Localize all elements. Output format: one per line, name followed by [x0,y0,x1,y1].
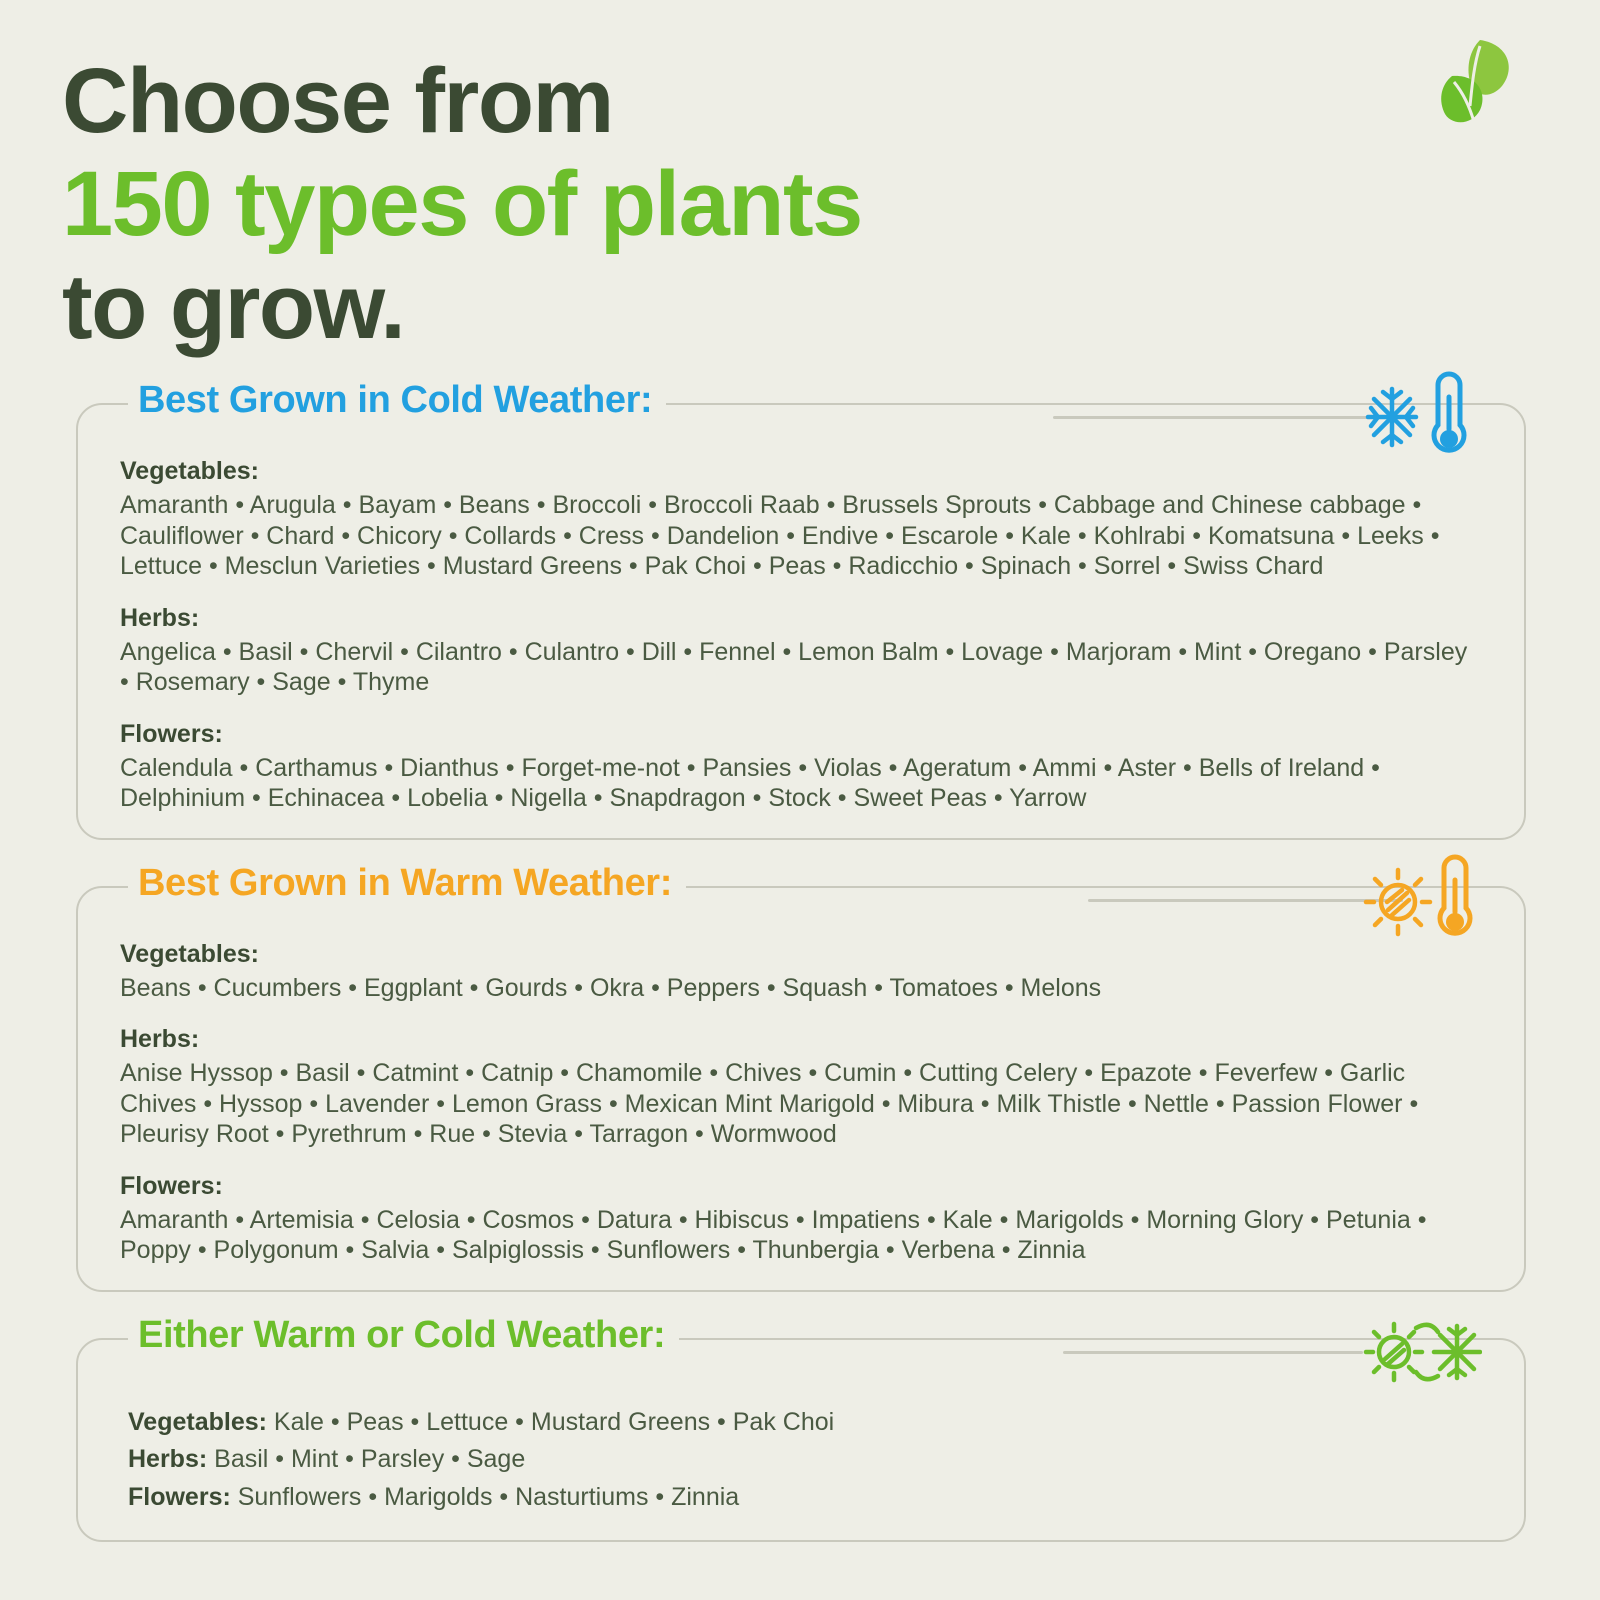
category-list: Sunflowers • Marigolds • Nasturtiums • Zinnia [237,1482,740,1511]
section-either-heading [128,1313,679,1356]
category-label: Flowers: [128,1482,238,1511]
section-cold-heading [128,379,666,422]
category-label: Flowers: [120,719,223,748]
section-warm-heading [128,861,686,904]
snowflake-thermometer-icon [1362,367,1482,463]
sun-snowflake-icon [1362,1302,1482,1398]
category-block [120,457,1496,582]
category-list: Anise Hyssop • Basil • Catmint • Catnip • Chamomile • Chives • Cumin • Cutting Celery • Epazote • Feverfew • Garlic Chives • Hyssop • Lavender • Lemon Grass • Mexican Mint Marigold • Mibura • Milk Thistle • Nettle • Passion Flower • Pleurisy Root • Pyrethrum • Rue • Stevia • Tarragon • Wormwood [120,1059,1419,1149]
section-either-title: Either Warm or Cold Weather: [138,1313,666,1356]
section-warm-weather [76,861,1526,1292]
headline-line-3: to grow. [62,256,405,359]
category-row [128,1404,1496,1442]
category-label: Vegetables: [120,457,259,486]
section-cold-title: Best Grown in Cold Weather: [138,379,653,422]
category-label: Vegetables: [128,1407,274,1436]
section-warm-title: Best Grown in Warm Weather: [138,861,672,904]
category-label: Flowers: [120,1171,223,1200]
category-list: Amaranth • Artemisia • Celosia • Cosmos • Datura • Hibiscus • Impatiens • Kale • Marigolds • Morning Glory • Petunia • Poppy • Polygonum • Salvia • Salpiglossis • Sunflowers • Thunbergia • Verbena • Zinnia [120,1205,1427,1265]
section-cold-body [120,439,1496,814]
category-list: Calendula • Carthamus • Dianthus • Forget-me-not • Pansies • Violas • Ageratum • Ammi • Aster • Bells of Ireland • Delphinium • Echinacea • Lobelia • Nigella • Snapdragon • Stock • Sweet Peas • Yarrow [120,753,1380,813]
section-either-weather [76,1313,1526,1543]
section-cold-weather [76,379,1526,840]
leaf-logo-icon [1430,30,1522,130]
heading-rule [1053,416,1413,419]
category-block [120,940,1496,1004]
headline-line-1: Choose from [62,50,613,152]
category-block [120,604,1496,698]
category-list: Angelica • Basil • Chervil • Cilantro • Culantro • Dill • Fennel • Lemon Balm • Lovage • Marjoram • Mint • Oregano • Parsley • Rosemary • Sage • Thyme [120,637,1468,697]
category-list: Basil • Mint • Parsley • Sage [214,1445,526,1474]
category-label: Herbs: [120,603,200,632]
section-warm-body [120,922,1496,1266]
category-block [120,1172,1496,1266]
section-either-body [120,1374,1496,1517]
category-list: Beans • Cucumbers • Eggplant • Gourds • Okra • Peppers • Squash • Tomatoes • Melons [120,973,1102,1002]
page-title [62,44,1540,359]
category-label: Vegetables: [120,939,259,968]
category-list: Amaranth • Arugula • Bayam • Beans • Broccoli • Broccoli Raab • Brussels Sprouts • Cabbage and Chinese cabbage • Cauliflower • Chard • Chicory • Collards • Cress • Dandelion • Endive • Escarole • Kale • Kohlrabi • Komatsuna • Leeks • Lettuce • Mesclun Varieties • Mustard Greens • Pak Choi • Peas • Radicchio • Spinach • Sorrel • Swiss Chard [120,491,1440,581]
headline-line-2: 150 types of plants [62,153,862,256]
category-list: Kale • Peas • Lettuce • Mustard Greens • Pak Choi [273,1407,835,1436]
category-block [120,1025,1496,1150]
category-block [120,720,1496,814]
category-row [128,1441,1496,1479]
category-label: Herbs: [120,1025,200,1054]
category-label: Herbs: [128,1445,215,1474]
heading-rule [1088,899,1403,902]
sun-thermometer-icon [1362,850,1482,946]
heading-rule [1063,1351,1363,1354]
category-row [128,1479,1496,1517]
